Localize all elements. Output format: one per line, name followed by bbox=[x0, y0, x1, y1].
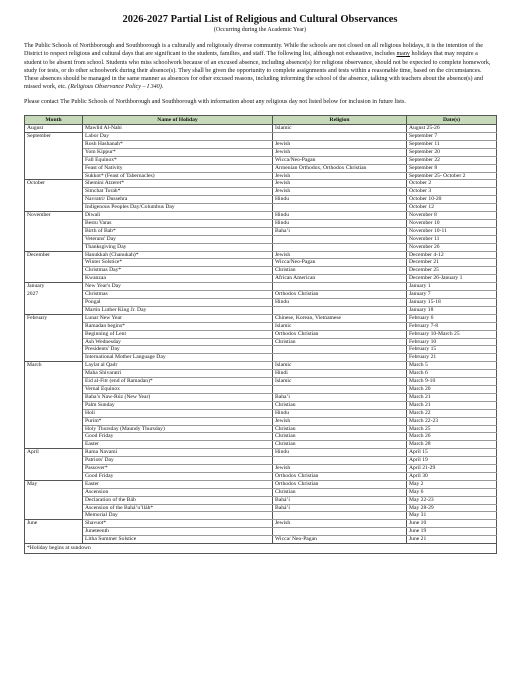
month-cell bbox=[25, 401, 83, 409]
month-cell bbox=[25, 140, 83, 148]
religion-cell: Hindu bbox=[273, 196, 407, 204]
religion-cell: Wicca/Neo-Pagan bbox=[273, 259, 407, 267]
month-cell: 2027 bbox=[25, 291, 83, 299]
date-cell: December 21 bbox=[407, 259, 497, 267]
table-row bbox=[25, 132, 497, 140]
date-cell: June 21 bbox=[407, 536, 497, 544]
table-row bbox=[25, 441, 497, 449]
religion-cell: Christian bbox=[273, 433, 407, 441]
date-cell: April 30 bbox=[407, 472, 497, 480]
month-cell bbox=[25, 496, 83, 504]
month-cell bbox=[25, 465, 83, 473]
date-cell: March 21 bbox=[407, 393, 497, 401]
holiday-cell: Declaration of the Báb bbox=[83, 496, 273, 504]
table-row bbox=[25, 306, 497, 314]
month-cell bbox=[25, 354, 83, 362]
date-cell: November 11 bbox=[407, 235, 497, 243]
month-cell bbox=[25, 204, 83, 212]
date-cell: January 1 bbox=[407, 283, 497, 291]
month-cell: October bbox=[25, 180, 83, 188]
holiday-cell: Eid al-Fitr (end of Ramadan)* bbox=[83, 378, 273, 386]
month-cell bbox=[25, 528, 83, 536]
table-row bbox=[25, 520, 497, 528]
religion-cell: Jewish bbox=[273, 465, 407, 473]
table-row bbox=[25, 433, 497, 441]
religion-cell bbox=[273, 346, 407, 354]
date-cell: March 25 bbox=[407, 425, 497, 433]
religion-cell: Chinese, Korean, Vietnamese bbox=[273, 314, 407, 322]
religion-cell: Hindu bbox=[273, 219, 407, 227]
religion-cell bbox=[273, 235, 407, 243]
religion-cell: Islamic bbox=[273, 362, 407, 370]
holiday-cell: Shavuot* bbox=[83, 520, 273, 528]
date-cell: February 21 bbox=[407, 354, 497, 362]
month-cell bbox=[25, 156, 83, 164]
table-row bbox=[25, 259, 497, 267]
holiday-cell: Holi bbox=[83, 409, 273, 417]
holiday-cell: Baha’s Naw-Rúz (New Year) bbox=[83, 393, 273, 401]
month-cell: March bbox=[25, 362, 83, 370]
holiday-cell: International Mother Language Day bbox=[83, 354, 273, 362]
date-cell: November 10 bbox=[407, 219, 497, 227]
date-cell: December 26-January 1 bbox=[407, 275, 497, 283]
religion-cell bbox=[273, 243, 407, 251]
table-row bbox=[25, 536, 497, 544]
religion-cell: Hindu bbox=[273, 449, 407, 457]
month-cell: August bbox=[25, 125, 83, 133]
holiday-cell: Ascension bbox=[83, 488, 273, 496]
month-cell bbox=[25, 441, 83, 449]
date-cell: February 10 bbox=[407, 338, 497, 346]
month-cell bbox=[25, 417, 83, 425]
month-cell bbox=[25, 433, 83, 441]
intro-paragraph bbox=[24, 42, 496, 92]
holiday-cell: Beginning of Lent bbox=[83, 330, 273, 338]
religion-cell: Orthodox Christian bbox=[273, 472, 407, 480]
holiday-cell: Laylat al Qadr bbox=[83, 362, 273, 370]
table-row bbox=[25, 488, 497, 496]
holiday-cell: Christmas bbox=[83, 291, 273, 299]
religion-cell: Baha’i bbox=[273, 393, 407, 401]
holiday-cell: Ash Wednesday bbox=[83, 338, 273, 346]
month-cell: January bbox=[25, 283, 83, 291]
date-cell: March 20 bbox=[407, 385, 497, 393]
date-cell: October 3 bbox=[407, 188, 497, 196]
holiday-cell: Birth of Bab* bbox=[83, 227, 273, 235]
religion-cell bbox=[273, 354, 407, 362]
date-cell: May 28-29 bbox=[407, 504, 497, 512]
table-row bbox=[25, 322, 497, 330]
holiday-cell: New Year's Day bbox=[83, 283, 273, 291]
table-row bbox=[25, 504, 497, 512]
date-cell: March 5 bbox=[407, 362, 497, 370]
holiday-cell: Labor Day bbox=[83, 132, 273, 140]
month-cell bbox=[25, 148, 83, 156]
table-row bbox=[25, 370, 497, 378]
date-cell: October 12 bbox=[407, 204, 497, 212]
table-row bbox=[25, 346, 497, 354]
month-cell bbox=[25, 385, 83, 393]
religion-cell: Hindu bbox=[273, 212, 407, 220]
religion-cell bbox=[273, 132, 407, 140]
religion-cell bbox=[273, 283, 407, 291]
holiday-cell: Passover* bbox=[83, 465, 273, 473]
month-cell bbox=[25, 243, 83, 251]
date-cell: February 6 bbox=[407, 314, 497, 322]
religion-cell: Bahá’í bbox=[273, 504, 407, 512]
table-row bbox=[25, 314, 497, 322]
month-cell bbox=[25, 299, 83, 307]
holiday-cell: Navratri/ Dussehra bbox=[83, 196, 273, 204]
month-cell: September bbox=[25, 132, 83, 140]
month-cell bbox=[25, 346, 83, 354]
header-holiday: Name of Holiday bbox=[83, 116, 273, 125]
date-cell: March 22 bbox=[407, 409, 497, 417]
holiday-cell: Vernal Equinox bbox=[83, 385, 273, 393]
table-row bbox=[25, 148, 497, 156]
date-cell: September 22 bbox=[407, 156, 497, 164]
date-cell: November 8 bbox=[407, 212, 497, 220]
date-cell: March 26 bbox=[407, 433, 497, 441]
religion-cell: Hindu bbox=[273, 299, 407, 307]
religion-cell bbox=[273, 512, 407, 520]
header-month: Month bbox=[25, 116, 83, 125]
table-row bbox=[25, 425, 497, 433]
date-cell: May 31 bbox=[407, 512, 497, 520]
date-cell: September 20 bbox=[407, 148, 497, 156]
religion-cell: Christian bbox=[273, 267, 407, 275]
month-cell bbox=[25, 235, 83, 243]
table-row bbox=[25, 385, 497, 393]
religion-cell: African American bbox=[273, 275, 407, 283]
table-row bbox=[25, 480, 497, 488]
date-cell: March 28 bbox=[407, 441, 497, 449]
religion-cell: Jewish bbox=[273, 417, 407, 425]
month-cell: December bbox=[25, 251, 83, 259]
month-cell bbox=[25, 512, 83, 520]
religion-cell: Orthodox Christian bbox=[273, 291, 407, 299]
date-cell: December 4-12 bbox=[407, 251, 497, 259]
holiday-cell: Indigenous Peoples Day/Columbus Day bbox=[83, 204, 273, 212]
date-cell: October 10-20 bbox=[407, 196, 497, 204]
holiday-cell: Lunar New Year bbox=[83, 314, 273, 322]
month-cell bbox=[25, 338, 83, 346]
holiday-cell: Rosh Hashanah* bbox=[83, 140, 273, 148]
table-row bbox=[25, 164, 497, 172]
table-row bbox=[25, 219, 497, 227]
table-row bbox=[25, 401, 497, 409]
table-row bbox=[25, 362, 497, 370]
holiday-cell: Patriots' Day bbox=[83, 457, 273, 465]
holiday-cell: Pongal bbox=[83, 299, 273, 307]
religion-cell: Christian bbox=[273, 441, 407, 449]
date-cell: September 8 bbox=[407, 164, 497, 172]
date-cell: March 21 bbox=[407, 401, 497, 409]
month-cell bbox=[25, 378, 83, 386]
table-row bbox=[25, 496, 497, 504]
month-cell bbox=[25, 275, 83, 283]
religion-cell: Jewish bbox=[273, 251, 407, 259]
month-cell bbox=[25, 188, 83, 196]
date-cell: April 15 bbox=[407, 449, 497, 457]
table-row bbox=[25, 251, 497, 259]
date-cell: April 21-29 bbox=[407, 465, 497, 473]
table-row bbox=[25, 409, 497, 417]
month-cell bbox=[25, 370, 83, 378]
religion-cell: Wicca/ Neo-Pagan bbox=[273, 536, 407, 544]
date-cell: September 7 bbox=[407, 132, 497, 140]
month-cell bbox=[25, 393, 83, 401]
observances-table bbox=[24, 115, 497, 554]
month-cell: February bbox=[25, 314, 83, 322]
holiday-cell: Good Friday bbox=[83, 472, 273, 480]
holiday-cell: Thanksgiving Day bbox=[83, 243, 273, 251]
date-cell: March 22-23 bbox=[407, 417, 497, 425]
table-row bbox=[25, 291, 497, 299]
month-cell bbox=[25, 330, 83, 338]
date-cell: November 10-11 bbox=[407, 227, 497, 235]
holiday-cell: Ramadan begins* bbox=[83, 322, 273, 330]
table-row bbox=[25, 393, 497, 401]
date-cell: March 9-10 bbox=[407, 378, 497, 386]
holiday-cell: Kwanzaa bbox=[83, 275, 273, 283]
religion-cell bbox=[273, 385, 407, 393]
month-cell bbox=[25, 259, 83, 267]
holiday-cell: Hanukkah (Chanukah)* bbox=[83, 251, 273, 259]
holiday-cell: Shemini Atzeret* bbox=[83, 180, 273, 188]
date-cell: June 10 bbox=[407, 520, 497, 528]
table-row bbox=[25, 235, 497, 243]
date-cell: January 7 bbox=[407, 291, 497, 299]
religion-cell: Islamic bbox=[273, 125, 407, 133]
religion-cell: Hindu bbox=[273, 409, 407, 417]
holiday-cell: Diwali bbox=[83, 212, 273, 220]
holiday-cell: Easter bbox=[83, 441, 273, 449]
table-row bbox=[25, 180, 497, 188]
table-row bbox=[25, 512, 497, 520]
date-cell: May 22-23 bbox=[407, 496, 497, 504]
table-row bbox=[25, 528, 497, 536]
month-cell bbox=[25, 227, 83, 235]
header-dates: Date(s) bbox=[407, 116, 497, 125]
date-cell: September 25- October 2 bbox=[407, 172, 497, 180]
date-cell: June 19 bbox=[407, 528, 497, 536]
month-cell: November bbox=[25, 212, 83, 220]
month-cell: June bbox=[25, 520, 83, 528]
holiday-cell: Memorial Day bbox=[83, 512, 273, 520]
table-row bbox=[25, 338, 497, 346]
holiday-cell: Rama Navami bbox=[83, 449, 273, 457]
religion-cell: Islamic bbox=[273, 378, 407, 386]
table-row bbox=[25, 172, 497, 180]
holiday-cell: Maha Shivaratri bbox=[83, 370, 273, 378]
holiday-cell: Holy Thursday (Maundy Thursday) bbox=[83, 425, 273, 433]
table-row bbox=[25, 227, 497, 235]
religion-cell: Christian bbox=[273, 338, 407, 346]
month-cell bbox=[25, 322, 83, 330]
table-row bbox=[25, 283, 497, 291]
religion-cell: Jewish bbox=[273, 172, 407, 180]
document-subtitle: (Occurring during the Academic Year) bbox=[213, 27, 307, 33]
holiday-cell: Palm Sunday bbox=[83, 401, 273, 409]
table-row bbox=[25, 465, 497, 473]
month-cell: April bbox=[25, 449, 83, 457]
date-cell: March 6 bbox=[407, 370, 497, 378]
holiday-cell: Winter Solstice* bbox=[83, 259, 273, 267]
date-cell: August 25-26 bbox=[407, 125, 497, 133]
intro-emphasis: many bbox=[396, 51, 410, 58]
table-row bbox=[25, 330, 497, 338]
month-cell bbox=[25, 219, 83, 227]
holiday-cell: Purim* bbox=[83, 417, 273, 425]
month-cell bbox=[25, 172, 83, 180]
month-cell bbox=[25, 457, 83, 465]
month-cell bbox=[25, 504, 83, 512]
intro-text-1: The Public Schools of Northborough and Southborough is a culturally and religiously diverse community. While the schools are not closed on all religious holidays, it is the intention of the District to respect religious and cultural days that are significant to the students, families, and staff. The following list, although not exhaustive, includes bbox=[24, 43, 483, 58]
religion-cell: Hindi bbox=[273, 370, 407, 378]
month-cell bbox=[25, 425, 83, 433]
month-cell bbox=[25, 472, 83, 480]
date-cell: May 6 bbox=[407, 488, 497, 496]
religion-cell bbox=[273, 457, 407, 465]
date-cell: April 19 bbox=[407, 457, 497, 465]
religion-cell: Christian bbox=[273, 425, 407, 433]
date-cell: September 11 bbox=[407, 140, 497, 148]
religion-cell: Armenian Orthodox, Orthodox Christian bbox=[273, 164, 407, 172]
holiday-cell: Sukkot* (Feast of Tabernacles) bbox=[83, 172, 273, 180]
religion-cell: Bahá’í bbox=[273, 496, 407, 504]
contact-paragraph: Please contact The Public Schools of Northborough and Southborough with information about any religious day not listed below for inclusion in future lists. bbox=[24, 98, 406, 105]
religion-cell bbox=[273, 204, 407, 212]
date-cell: December 25 bbox=[407, 267, 497, 275]
religion-cell: Jewish bbox=[273, 140, 407, 148]
table-row bbox=[25, 275, 497, 283]
intro-text-2: holidays that may require a student to be absent from school. Students who miss schoolwork because of an excused absence, including absence(s) for religious observance, should not be expected to complete homework, study for tests, or do other schoolwork during their absence(s). They shall be given the opportunity to complete assignments and tests within a reasonable time, based on the circumstances. These absences should be managed in the same manner as absences for other excused reasons, including informing the school of the absence, talking with teachers about the absence(s) and missed work, etc. bbox=[24, 51, 491, 91]
religion-cell: Jewish bbox=[273, 520, 407, 528]
table-row bbox=[25, 196, 497, 204]
religion-cell: Wicca/Neo-Pagan bbox=[273, 156, 407, 164]
holiday-cell: Yom Kippur* bbox=[83, 148, 273, 156]
date-cell: May 2 bbox=[407, 480, 497, 488]
table-footnote: *Holiday begins at sundown bbox=[25, 544, 497, 554]
date-cell: February 7-8 bbox=[407, 322, 497, 330]
religion-cell: Jewish bbox=[273, 148, 407, 156]
religion-cell bbox=[273, 528, 407, 536]
religion-cell: Baha’i bbox=[273, 227, 407, 235]
holiday-cell: Veterans' Day bbox=[83, 235, 273, 243]
table-row bbox=[25, 125, 497, 133]
month-cell bbox=[25, 267, 83, 275]
table-row bbox=[25, 267, 497, 275]
table-header bbox=[25, 116, 497, 125]
policy-reference: (Religious Observance Policy – I 340). bbox=[68, 84, 164, 91]
holiday-cell: Bestu Varas bbox=[83, 219, 273, 227]
month-cell bbox=[25, 488, 83, 496]
month-cell bbox=[25, 196, 83, 204]
holiday-cell: Martin Luther King Jr. Day bbox=[83, 306, 273, 314]
month-cell bbox=[25, 164, 83, 172]
month-cell bbox=[25, 409, 83, 417]
month-cell bbox=[25, 536, 83, 544]
date-cell: November 26 bbox=[407, 243, 497, 251]
religion-cell: Orthodox Christian bbox=[273, 480, 407, 488]
table-row bbox=[25, 156, 497, 164]
date-cell: January 15-18 bbox=[407, 299, 497, 307]
holiday-cell: Easter bbox=[83, 480, 273, 488]
header-religion: Religion bbox=[273, 116, 407, 125]
holiday-cell: Ascension of the Bahá’u’lláh* bbox=[83, 504, 273, 512]
table-row bbox=[25, 417, 497, 425]
table-row bbox=[25, 449, 497, 457]
holiday-cell: Good Friday bbox=[83, 433, 273, 441]
table-row bbox=[25, 212, 497, 220]
table-body bbox=[25, 125, 497, 544]
date-cell: January 18 bbox=[407, 306, 497, 314]
religion-cell: Christian bbox=[273, 488, 407, 496]
religion-cell: Jewish bbox=[273, 180, 407, 188]
table-row bbox=[25, 243, 497, 251]
holiday-cell: Mawlid Al-Nabi bbox=[83, 125, 273, 133]
document-title: 2026-2027 Partial List of Religious and Cultural Observances bbox=[122, 14, 398, 25]
table-row bbox=[25, 457, 497, 465]
holiday-cell: Presidents' Day bbox=[83, 346, 273, 354]
date-cell: October 2 bbox=[407, 180, 497, 188]
table-row bbox=[25, 472, 497, 480]
month-cell: May bbox=[25, 480, 83, 488]
date-cell: February 10-March 25 bbox=[407, 330, 497, 338]
table-row bbox=[25, 378, 497, 386]
holiday-cell: Fall Equinox* bbox=[83, 156, 273, 164]
table-row bbox=[25, 299, 497, 307]
religion-cell: Islamic bbox=[273, 322, 407, 330]
holiday-cell: Feast of Nativity bbox=[83, 164, 273, 172]
table-row bbox=[25, 188, 497, 196]
holiday-cell: Juneteenth bbox=[83, 528, 273, 536]
religion-cell bbox=[273, 306, 407, 314]
holiday-cell: Christmas Day* bbox=[83, 267, 273, 275]
religion-cell: Christian bbox=[273, 401, 407, 409]
table-row bbox=[25, 204, 497, 212]
table-row bbox=[25, 354, 497, 362]
holiday-cell: Litha Summer Solstice bbox=[83, 536, 273, 544]
religion-cell: Jewish bbox=[273, 188, 407, 196]
table-row bbox=[25, 140, 497, 148]
date-cell: February 15 bbox=[407, 346, 497, 354]
month-cell bbox=[25, 306, 83, 314]
religion-cell: Orthodox Christian bbox=[273, 330, 407, 338]
holiday-cell: Simchat Torah* bbox=[83, 188, 273, 196]
